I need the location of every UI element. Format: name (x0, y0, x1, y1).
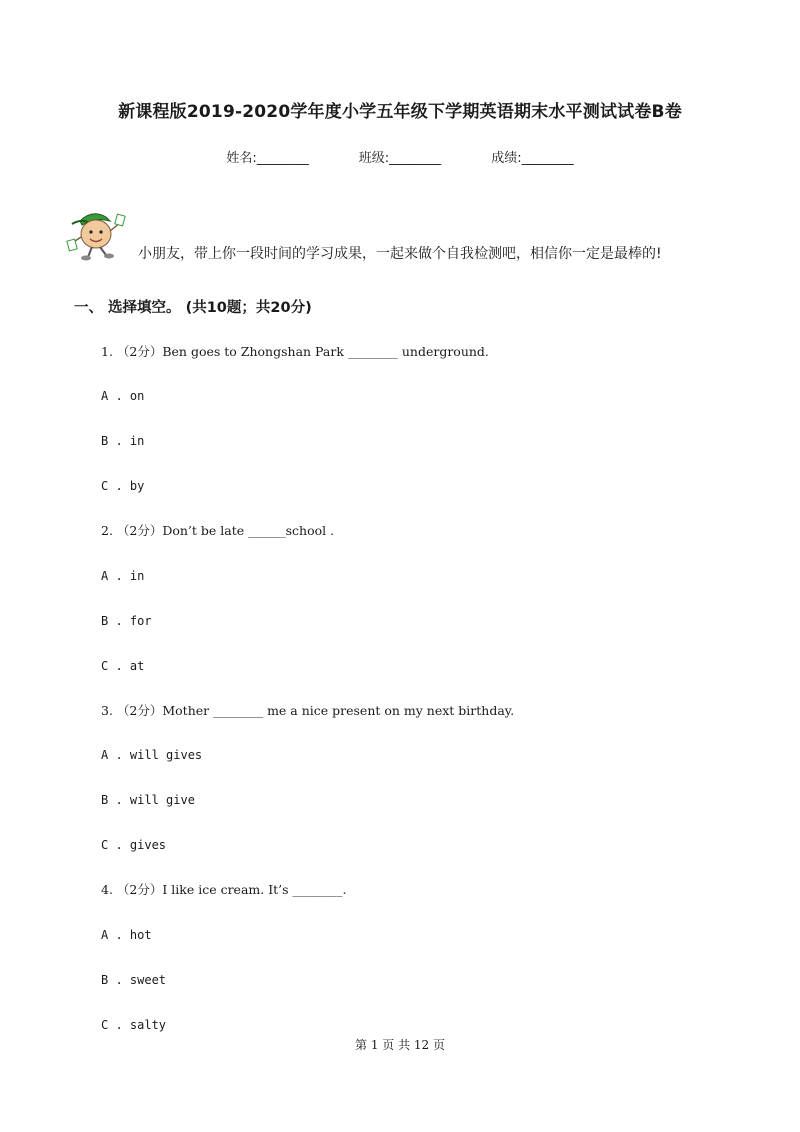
intro-message: 小朋友，带上你一段时间的学习成果，一起来做个自我检测吧，相信你一定是最棒的! (138, 246, 662, 262)
cartoon-boy-mascot-icon (66, 207, 132, 263)
student-info-fields (0, 147, 800, 166)
question-1-option-a[interactable]: A . on (101, 389, 145, 403)
page-footer: 第 1 页 共 12 页 (355, 1038, 445, 1052)
section-heading: 一、 选择填空。 (共10题；共20分) (74, 300, 312, 316)
question-3-option-c[interactable]: C . gives (101, 838, 167, 852)
page-title: 新课程版2019-2020学年度小学五年级下学期英语期末水平测试试卷B卷 (118, 102, 682, 122)
question-4-option-b[interactable]: B . sweet (101, 973, 167, 987)
name-field: 姓名:________ (226, 151, 309, 166)
question-4-option-c[interactable]: C . salty (101, 1018, 167, 1032)
class-field: 班级:________ (358, 151, 442, 166)
question-2-option-b[interactable]: B . for (101, 614, 152, 628)
question-3-option-b[interactable]: B . will give (101, 793, 195, 807)
question-2-option-c[interactable]: C . at (101, 659, 145, 673)
question-2-option-a[interactable]: A . in (101, 569, 145, 583)
score-field: 成绩:________ (491, 151, 574, 166)
question-1-option-b[interactable]: B . in (101, 434, 145, 448)
question-2-stem: 2. （2分）Don’t be late ______school . (101, 523, 335, 538)
question-1-option-c[interactable]: C . by (101, 479, 145, 493)
question-3-stem: 3. （2分）Mother ________ me a nice present on my next birthday. (101, 703, 515, 718)
question-3-option-a[interactable]: A . will gives (101, 748, 203, 762)
question-1-stem: 1. （2分）Ben goes to Zhongshan Park ________ underground. (101, 344, 489, 359)
question-4-stem: 4. （2分）I like ice cream. It’s ________. (101, 882, 347, 897)
question-4-option-a[interactable]: A . hot (101, 928, 152, 942)
